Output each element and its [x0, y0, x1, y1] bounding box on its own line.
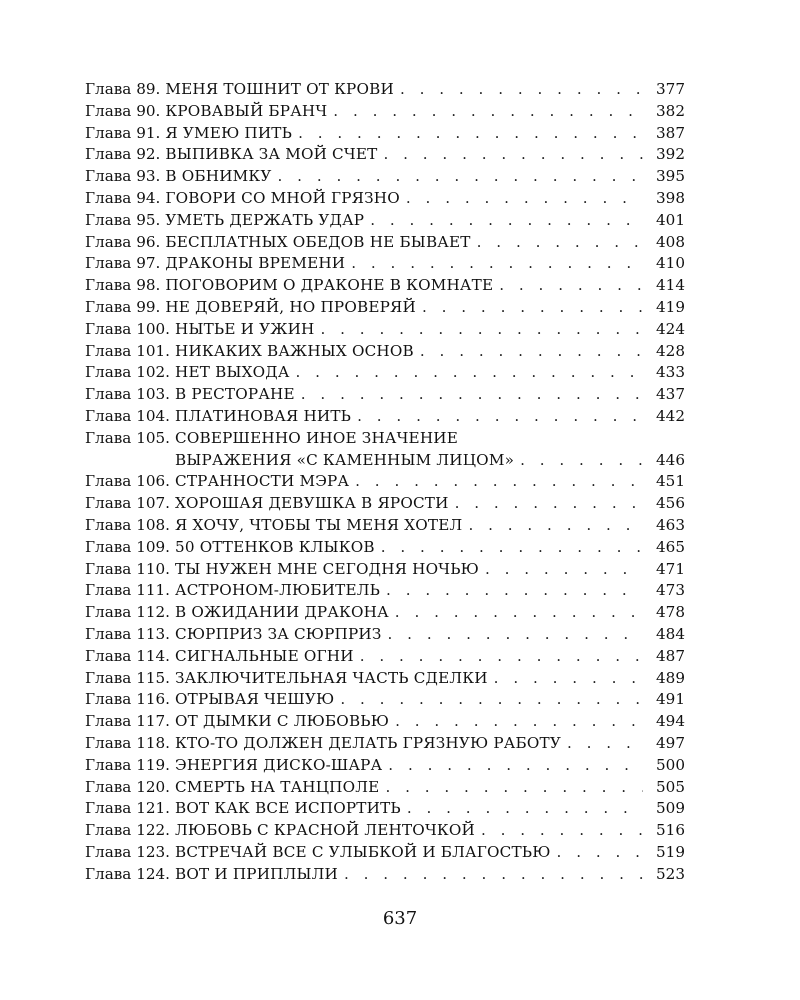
chapter-title: В ОБНИМКУ [165, 167, 272, 186]
toc-entry [85, 210, 685, 232]
toc-entry [85, 428, 685, 472]
dot-leader [400, 79, 643, 101]
chapter-number: Глава 94. [85, 188, 161, 207]
dot-leader [567, 733, 643, 755]
chapter-title: В РЕСТОРАНЕ [175, 385, 295, 404]
toc-entry [85, 820, 685, 842]
chapter-page: 505 [656, 777, 685, 796]
chapter-number: Глава 119. [85, 755, 171, 774]
dot-leader [388, 624, 643, 646]
chapter-number: Глава 110. [85, 559, 171, 578]
toc-entry [85, 515, 685, 537]
chapter-page: 437 [656, 385, 685, 404]
page-number: 637 [382, 908, 418, 929]
toc-entry [85, 755, 685, 777]
chapter-page: 414 [656, 276, 685, 295]
chapter-number: Глава 116. [85, 690, 171, 709]
chapter-number: Глава 103. [85, 385, 171, 404]
dot-leader [357, 406, 643, 428]
chapter-page: 428 [656, 341, 685, 360]
dot-leader [388, 755, 643, 777]
chapter-title: СИГНАЛЬНЫЕ ОГНИ [175, 646, 354, 665]
toc-entry [85, 79, 685, 101]
toc-entry [85, 624, 685, 646]
chapter-title: НЫТЬЕ И УЖИН [175, 319, 315, 338]
chapter-title: НЕТ ВЫХОДА [175, 363, 290, 382]
chapter-title: ВЫПИВКА ЗА МОЙ СЧЕТ [165, 145, 378, 164]
chapter-title: НЕ ДОВЕРЯЙ, НО ПРОВЕРЯЙ [165, 297, 416, 316]
chapter-number: Глава 113. [85, 624, 171, 643]
chapter-number: Глава 104. [85, 406, 171, 425]
toc-entry [85, 580, 685, 602]
dot-leader [494, 668, 643, 690]
chapter-page: 395 [656, 167, 685, 186]
chapter-number: Глава 114. [85, 646, 171, 665]
dot-leader [420, 341, 643, 363]
chapter-title: Я УМЕЮ ПИТЬ [165, 123, 293, 142]
dot-leader [320, 319, 643, 341]
toc-entry [85, 646, 685, 668]
chapter-title: ПОГОВОРИМ О ДРАКОНЕ В КОМНАТЕ [165, 276, 494, 295]
chapter-page: 408 [656, 232, 685, 251]
chapter-number: Глава 90. [85, 101, 161, 120]
dot-leader [340, 689, 643, 711]
dot-leader [278, 166, 643, 188]
dot-leader [407, 798, 643, 820]
toc-entry [85, 798, 685, 820]
chapter-page: 473 [656, 581, 685, 600]
chapter-title: СОВЕРШЕННО ИНОЕ ЗНАЧЕНИЕ [175, 428, 459, 447]
toc-entry [85, 253, 685, 275]
chapter-number: Глава 93. [85, 167, 161, 186]
chapter-page: 410 [656, 254, 685, 273]
dot-leader [395, 602, 643, 624]
chapter-number: Глава 121. [85, 799, 171, 818]
dot-leader [468, 515, 643, 537]
dot-leader [370, 210, 643, 232]
chapter-number: Глава 112. [85, 603, 171, 622]
chapter-page: 377 [656, 80, 685, 98]
chapter-title: КТО-ТО ДОЛЖЕН ДЕЛАТЬ ГРЯЗНУЮ РАБОТУ [175, 733, 561, 752]
chapter-title: ЛЮБОВЬ С КРАСНОЙ ЛЕНТОЧКОЙ [175, 821, 475, 840]
chapter-title-continued: ВЫРАЖЕНИЯ «С КАМЕННЫМ ЛИЦОМ» [175, 450, 515, 469]
chapter-page: 401 [656, 210, 685, 229]
chapter-number: Глава 124. [85, 864, 171, 883]
chapter-title: ЗАКЛЮЧИТЕЛЬНАЯ ЧАСТЬ СДЕЛКИ [175, 668, 488, 687]
chapter-number: Глава 109. [85, 537, 171, 556]
toc-entry [85, 689, 685, 711]
toc-entry [85, 559, 685, 581]
chapter-number: Глава 102. [85, 363, 171, 382]
toc-entry [85, 537, 685, 559]
chapter-title: БЕСПЛАТНЫХ ОБЕДОВ НЕ БЫВАЕТ [165, 232, 471, 251]
chapter-number: Глава 91. [85, 123, 161, 142]
toc-entry [85, 123, 685, 145]
toc-entry [85, 668, 685, 690]
dot-leader [296, 362, 643, 384]
chapter-number: Глава 101. [85, 341, 171, 360]
toc-entry [85, 341, 685, 363]
chapter-title: УМЕТЬ ДЕРЖАТЬ УДАР [165, 210, 365, 229]
dot-leader [557, 842, 643, 864]
chapter-page: 451 [656, 472, 685, 491]
chapter-page: 516 [656, 821, 685, 840]
chapter-page: 478 [656, 603, 685, 622]
chapter-number: Глава 108. [85, 515, 171, 534]
chapter-number: Глава 117. [85, 712, 171, 731]
chapter-number: Глава 123. [85, 842, 171, 861]
toc-entry [85, 733, 685, 755]
chapter-title: В ОЖИДАНИИ ДРАКОНА [175, 603, 389, 622]
chapter-title: АСТРОНОМ-ЛЮБИТЕЛЬ [175, 581, 381, 600]
chapter-title: ВСТРЕЧАЙ ВСЕ С УЛЫБКОЙ И БЛАГОСТЬЮ [175, 842, 551, 861]
chapter-title: Я ХОЧУ, ЧТОБЫ ТЫ МЕНЯ ХОТЕЛ [175, 515, 463, 534]
dot-leader [520, 450, 643, 472]
chapter-number: Глава 100. [85, 319, 171, 338]
dot-leader [355, 471, 643, 493]
chapter-number: Глава 107. [85, 494, 171, 513]
chapter-title: ХОРОШАЯ ДЕВУШКА В ЯРОСТИ [175, 494, 449, 513]
dot-leader [381, 537, 643, 559]
chapter-number: Глава 95. [85, 210, 161, 229]
chapter-page: 433 [656, 363, 685, 382]
chapter-title: ГОВОРИ СО МНОЙ ГРЯЗНО [165, 188, 400, 207]
chapter-title: СТРАННОСТИ МЭРА [175, 472, 350, 491]
chapter-number: Глава 97. [85, 254, 161, 273]
dot-leader [301, 384, 643, 406]
chapter-number: Глава 122. [85, 821, 171, 840]
toc-entry [85, 232, 685, 254]
chapter-number: Глава 99. [85, 297, 161, 316]
dot-leader [351, 253, 643, 275]
chapter-number: Глава 111. [85, 581, 171, 600]
chapter-title: НИКАКИХ ВАЖНЫХ ОСНОВ [175, 341, 414, 360]
chapter-number: Глава 118. [85, 733, 171, 752]
chapter-page: 487 [656, 646, 685, 665]
dot-leader [499, 275, 643, 297]
toc-entry [85, 297, 685, 319]
chapter-page: 494 [656, 712, 685, 731]
chapter-title: МЕНЯ ТОШНИТ ОТ КРОВИ [165, 80, 394, 98]
dot-leader [386, 580, 643, 602]
toc-entry [85, 362, 685, 384]
chapter-page: 489 [656, 668, 685, 687]
toc-entry [85, 144, 685, 166]
toc-entry [85, 777, 685, 799]
chapter-page: 463 [656, 515, 685, 534]
chapter-number: Глава 92. [85, 145, 161, 164]
chapter-title: ОТ ДЫМКИ С ЛЮБОВЬЮ [175, 712, 390, 731]
toc-entry [85, 319, 685, 341]
chapter-title: ЭНЕРГИЯ ДИСКО-ШАРА [175, 755, 383, 774]
chapter-page: 497 [656, 733, 685, 752]
chapter-page: 456 [656, 494, 685, 513]
chapter-title: ПЛАТИНОВАЯ НИТЬ [175, 406, 352, 425]
chapter-title: СМЕРТЬ НА ТАНЦПОЛЕ [175, 777, 380, 796]
chapter-number: Глава 105. [85, 428, 171, 447]
toc-entry [85, 602, 685, 624]
chapter-title: ТЫ НУЖЕН МНЕ СЕГОДНЯ НОЧЬЮ [175, 559, 479, 578]
chapter-page: 419 [656, 297, 685, 316]
dot-leader [477, 232, 643, 254]
chapter-page: 465 [656, 537, 685, 556]
toc-entry [85, 842, 685, 864]
chapter-page: 500 [656, 755, 685, 774]
toc-entry [85, 864, 685, 886]
dot-leader [485, 559, 643, 581]
dot-leader [333, 101, 643, 123]
chapter-page: 442 [656, 406, 685, 425]
chapter-page: 398 [656, 188, 685, 207]
chapter-page: 424 [656, 319, 685, 338]
chapter-title: ВОТ И ПРИПЛЫЛИ [175, 864, 338, 883]
dot-leader [383, 144, 643, 166]
chapter-page: 491 [656, 690, 685, 709]
chapter-number: Глава 106. [85, 472, 171, 491]
toc-entry [85, 711, 685, 733]
chapter-number: Глава 115. [85, 668, 171, 687]
toc-entry [85, 406, 685, 428]
chapter-page: 382 [656, 101, 685, 120]
dot-leader [385, 777, 643, 799]
chapter-page: 509 [656, 799, 685, 818]
dot-leader [455, 493, 643, 515]
chapter-page: 484 [656, 624, 685, 643]
chapter-number: Глава 96. [85, 232, 161, 251]
chapter-title: ВОТ КАК ВСЕ ИСПОРТИТЬ [175, 799, 401, 818]
chapter-page: 387 [656, 123, 685, 142]
dot-leader [481, 820, 643, 842]
chapter-page: 523 [656, 864, 685, 883]
dot-leader [360, 646, 643, 668]
dot-leader [406, 188, 643, 210]
toc-entry [85, 384, 685, 406]
chapter-page: 519 [656, 842, 685, 861]
toc-entry [85, 166, 685, 188]
toc-entry [85, 188, 685, 210]
chapter-title: ДРАКОНЫ ВРЕМЕНИ [165, 254, 346, 273]
chapter-number: Глава 120. [85, 777, 171, 796]
toc-entry [85, 471, 685, 493]
chapter-number: Глава 98. [85, 276, 161, 295]
dot-leader [422, 297, 643, 319]
chapter-title: СЮРПРИЗ ЗА СЮРПРИЗ [175, 624, 382, 643]
dot-leader [344, 864, 643, 886]
chapter-page: 471 [656, 559, 685, 578]
chapter-title: 50 ОТТЕНКОВ КЛЫКОВ [175, 537, 375, 556]
toc-entry [85, 275, 685, 297]
chapter-title: КРОВАВЫЙ БРАНЧ [165, 101, 328, 120]
toc-entry [85, 493, 685, 515]
chapter-title: ОТРЫВАЯ ЧЕШУЮ [175, 690, 335, 709]
dot-leader [298, 123, 643, 145]
table-of-contents [85, 79, 685, 885]
chapter-page: 392 [656, 145, 685, 164]
dot-leader [395, 711, 643, 733]
chapter-page: 446 [656, 450, 685, 469]
toc-entry [85, 101, 685, 123]
chapter-number: Глава 89. [85, 80, 161, 98]
